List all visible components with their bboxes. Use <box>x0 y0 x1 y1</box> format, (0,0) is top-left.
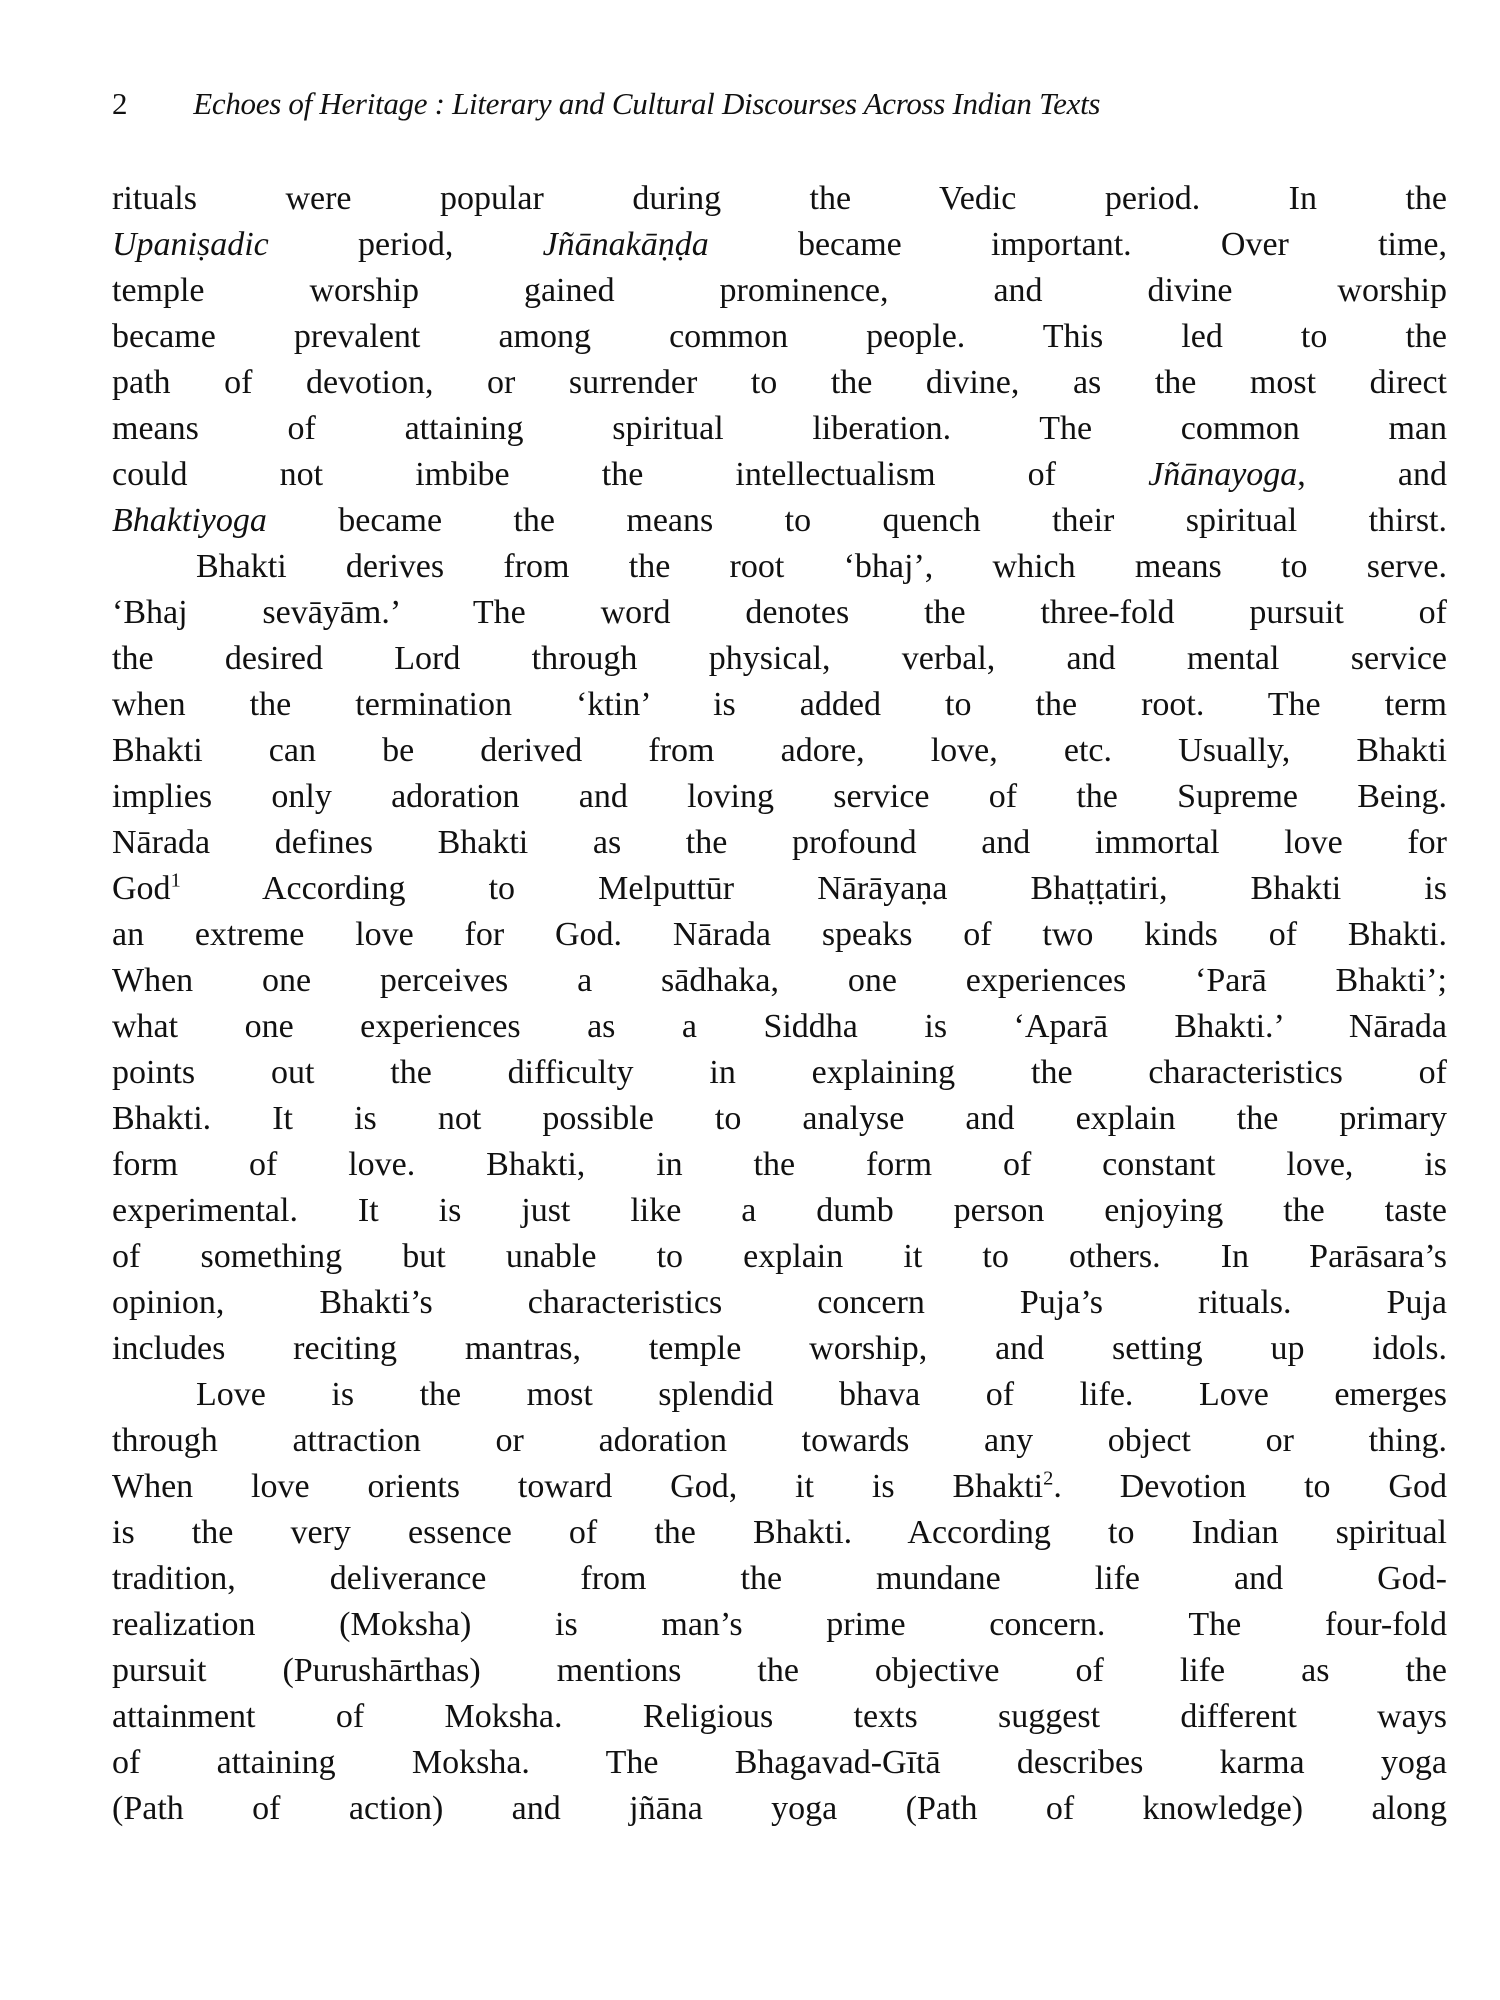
text-segment: . Devotion to God <box>1053 1468 1447 1505</box>
text-segment: became the means to quench their spiritual thirst. <box>266 502 1447 539</box>
italic-term: Jñānayoga <box>1148 456 1298 493</box>
text-segment: period, <box>268 226 543 263</box>
text-line: Bhakti derives from the root ‘bhaj’, which means to serve. <box>196 548 1447 585</box>
text-line: realization (Moksha) is man’s prime concern. The four-fold <box>112 1606 1447 1643</box>
text-line: what one experiences as a Siddha is ‘Aparā Bhakti.’ Nārada <box>112 1008 1447 1045</box>
text-line: Love is the most splendid bhava of life. Love emerges <box>196 1376 1447 1413</box>
text-line: the desired Lord through physical, verbal, and mental service <box>112 640 1447 677</box>
footnote-marker: 2 <box>1043 1467 1054 1490</box>
text-line: (Path of action) and jñāna yoga (Path of knowledge) along <box>112 1790 1447 1827</box>
text-line: Nārada defines Bhakti as the profound and immortal love for <box>112 824 1447 861</box>
text-line: includes reciting mantras, temple worship, and setting up idols. <box>112 1330 1447 1367</box>
running-header <box>112 82 1447 126</box>
text-segment: , and <box>1297 456 1447 493</box>
text-line: of something but unable to explain it to others. In Parāsara’s <box>112 1238 1447 1275</box>
text-line: became prevalent among common people. This led to the <box>112 318 1447 355</box>
text-line <box>112 222 1447 268</box>
italic-term: Upaniṣadic <box>112 226 269 263</box>
italic-term: Bhaktiyoga <box>112 502 267 539</box>
text-segment: God <box>112 870 171 907</box>
text-line <box>112 452 1447 498</box>
text-line: Bhakti can be derived from adore, love, etc. Usually, Bhakti <box>112 732 1447 769</box>
text-line <box>112 498 1447 544</box>
text-line: form of love. Bhakti, in the form of constant love, is <box>112 1146 1447 1183</box>
footnote-marker: 1 <box>170 869 181 892</box>
text-line: tradition, deliverance from the mundane life and God- <box>112 1560 1447 1597</box>
text-line: implies only adoration and loving service of the Supreme Being. <box>112 778 1447 815</box>
text-line: is the very essence of the Bhakti. According to Indian spiritual <box>112 1514 1447 1551</box>
text-line: path of devotion, or surrender to the divine, as the most direct <box>112 364 1447 401</box>
italic-term: Jñānakāṇḍa <box>542 226 709 263</box>
text-line: ‘Bhaj sevāyām.’ The word denotes the three-fold pursuit of <box>112 594 1447 631</box>
text-line: temple worship gained prominence, and divine worship <box>112 272 1447 309</box>
text-line: pursuit (Purushārthas) mentions the objective of life as the <box>112 1652 1447 1689</box>
text-segment: became important. Over time, <box>708 226 1447 263</box>
text-segment: According to Melputtūr Nārāyaṇa Bhaṭṭatiri, Bhakti is <box>180 870 1447 907</box>
text-line: means of attaining spiritual liberation. The common man <box>112 410 1447 447</box>
text-line: through attraction or adoration towards any object or thing. <box>112 1422 1447 1459</box>
text-line: when the termination ‘ktin’ is added to the root. The term <box>112 686 1447 723</box>
text-line: of attaining Moksha. The Bhagavad-Gītā describes karma yoga <box>112 1744 1447 1781</box>
text-line <box>112 1464 1447 1510</box>
text-line: Bhakti. It is not possible to analyse and explain the primary <box>112 1100 1447 1137</box>
text-segment: could not imbibe the intellectualism of <box>112 456 1149 493</box>
text-segment: When love orients toward God, it is Bhakti <box>112 1468 1044 1505</box>
text-line: opinion, Bhakti’s characteristics concern Puja’s rituals. Puja <box>112 1284 1447 1321</box>
body-text <box>112 176 1447 1832</box>
book-title: Echoes of Heritage : Literary and Cultural Discourses Across Indian Texts <box>193 86 1101 121</box>
text-line: attainment of Moksha. Religious texts suggest different ways <box>112 1698 1447 1735</box>
text-line: an extreme love for God. Nārada speaks of two kinds of Bhakti. <box>112 916 1447 953</box>
text-line <box>112 866 1447 912</box>
text-line: rituals were popular during the Vedic period. In the <box>112 180 1447 217</box>
page-number: 2 <box>112 86 128 121</box>
text-line: experimental. It is just like a dumb person enjoying the taste <box>112 1192 1447 1229</box>
text-line: When one perceives a sādhaka, one experiences ‘Parā Bhakti’; <box>112 962 1447 999</box>
text-line: points out the difficulty in explaining the characteristics of <box>112 1054 1447 1091</box>
